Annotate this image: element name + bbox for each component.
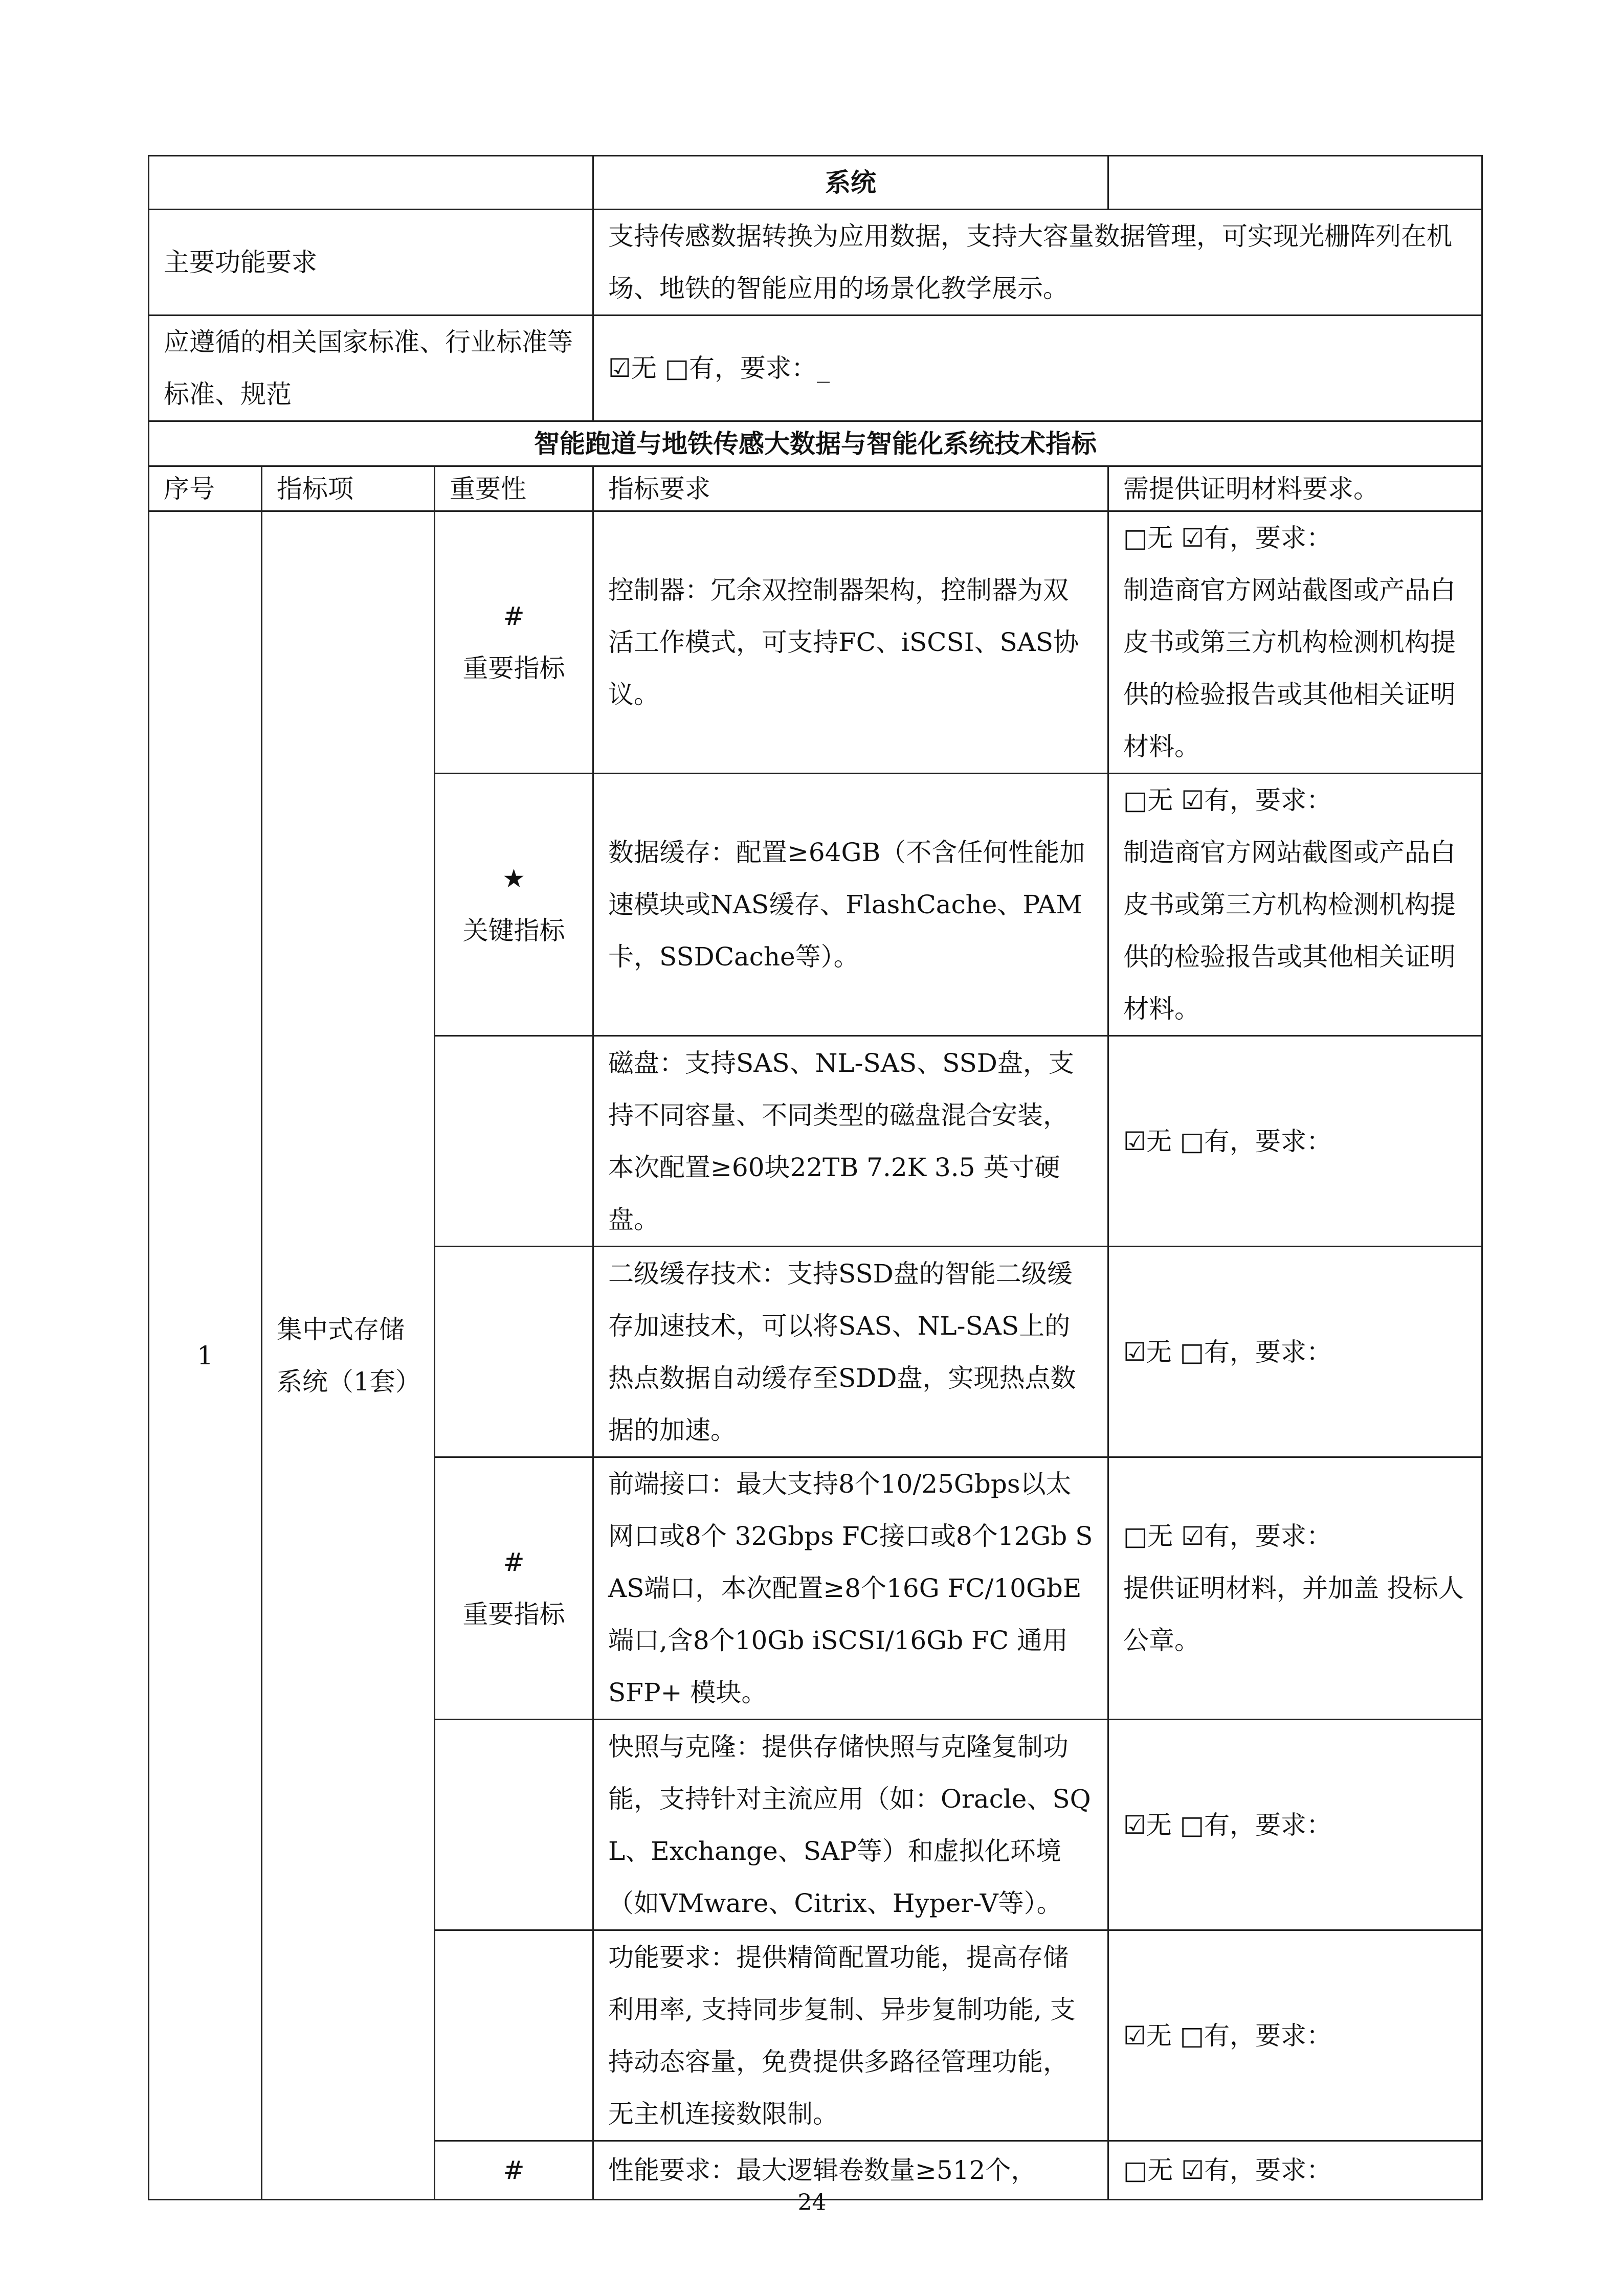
- header-importance: 重要性: [435, 466, 593, 511]
- evidence-choice: □无 ☑有，要求：: [1123, 523, 1332, 553]
- item-number: 1: [149, 511, 262, 2200]
- evidence-cell: [1108, 1720, 1482, 1930]
- evidence-detail: 制造商官方网站截图或产品白皮书或第三方机构检测机构提供的检验报告或其他相关证明材料。: [1123, 838, 1456, 1024]
- main-function-text: 支持传感数据转换为应用数据，支持大容量数据管理，可实现光栅阵列在机场、地铁的智能应用的场景化教学展示。: [593, 210, 1482, 316]
- standards-row: [149, 316, 1482, 421]
- system-header-row: [149, 156, 1482, 210]
- importance-mark: ★: [502, 864, 525, 893]
- evidence-cell: [1108, 1247, 1482, 1457]
- importance-text: 重要指标: [462, 1600, 565, 1629]
- evidence-detail: 提供证明材料，并加盖 投标人公章。: [1123, 1573, 1464, 1655]
- importance-mark: #: [503, 1547, 525, 1577]
- importance-mark: #: [503, 2155, 525, 2185]
- requirement-text: 控制器：冗余双控制器架构，控制器为双活工作模式，可支持FC、iSCSI、SAS协议。: [593, 511, 1108, 774]
- requirement-text: 磁盘：支持SAS、NL-SAS、SSD盘，支持不同容量、不同类型的磁盘混合安装，本次配置≥60块22TB 7.2K 3.5 英寸硬盘。: [593, 1036, 1108, 1247]
- evidence-choice: ☑无 □有，要求：: [1123, 1126, 1332, 1156]
- standards-text: ☑无 □有，要求：_: [593, 316, 1482, 421]
- evidence-cell: [1108, 511, 1482, 774]
- system-label: 系统: [593, 156, 1108, 210]
- importance-mark: #: [503, 601, 525, 631]
- evidence-cell: [1108, 774, 1482, 1036]
- importance-cell: [435, 511, 593, 774]
- requirement-text: 快照与克隆：提供存储快照与克隆复制功能，支持针对主流应用（如：Oracle、SQL、Exchange、SAP等）和虚拟化环境（如VMware、Citrix、Hyper-V等）。: [593, 1720, 1108, 1930]
- importance-cell: [435, 1720, 593, 1930]
- section-title: 智能跑道与地铁传感大数据与智能化系统技术指标: [149, 421, 1482, 466]
- page-number: 24: [797, 2190, 827, 2216]
- header-evidence: 需提供证明材料要求。: [1108, 466, 1482, 511]
- evidence-cell: [1108, 1036, 1482, 1247]
- requirement-text: 二级缓存技术：支持SSD盘的智能二级缓存加速技术，可以将SAS、NL-SAS上的热点数据自动缓存至SDD盘，实现热点数据的加速。: [593, 1247, 1108, 1457]
- evidence-cell: [1108, 1930, 1482, 2141]
- evidence-choice: □无 ☑有，要求：: [1123, 785, 1332, 815]
- evidence-choice: □无 ☑有，要求：: [1123, 1521, 1332, 1551]
- evidence-choice: □无 ☑有，要求：: [1123, 2155, 1332, 2185]
- item-name: 集中式存储系统（1套）: [262, 511, 435, 2200]
- importance-cell: [435, 774, 593, 1036]
- requirement-text: 数据缓存：配置≥64GB（不含任何性能加速模块或NAS缓存、FlashCache、PAM卡，SSDCache等）。: [593, 774, 1108, 1036]
- main-function-row: [149, 210, 1482, 316]
- evidence-choice: ☑无 □有，要求：: [1123, 2020, 1332, 2051]
- section-title-row: [149, 421, 1482, 466]
- evidence-detail: 制造商官方网站截图或产品白皮书或第三方机构检测机构提供的检验报告或其他相关证明材料。: [1123, 575, 1456, 761]
- evidence-choice: ☑无 □有，要求：: [1123, 1810, 1332, 1840]
- importance-cell: [435, 1930, 593, 2141]
- evidence-choice: ☑无 □有，要求：: [1123, 1337, 1332, 1367]
- evidence-cell: [1108, 1457, 1482, 1720]
- header-requirement: 指标要求: [593, 466, 1108, 511]
- importance-cell: [435, 1247, 593, 1457]
- table-row: [149, 511, 1482, 774]
- column-header-row: [149, 466, 1482, 511]
- importance-text: 重要指标: [462, 654, 565, 683]
- requirement-text: 功能要求：提供精简配置功能，提高存储利用率, 支持同步复制、异步复制功能, 支持动态容量，免费提供多路径管理功能，无主机连接数限制。: [593, 1930, 1108, 2141]
- requirement-text: 性能要求：最大逻辑卷数量≥512个，: [593, 2141, 1108, 2200]
- importance-cell: [435, 1036, 593, 1247]
- importance-text: 关键指标: [462, 916, 565, 946]
- standards-label: 应遵循的相关国家标准、行业标准等标准、规范: [149, 316, 593, 421]
- header-no: 序号: [149, 466, 262, 511]
- main-function-label: 主要功能要求: [149, 210, 593, 316]
- requirement-text: 前端接口：最大支持8个10/25Gbps以太网口或8个 32Gbps FC接口或8个12Gb SAS端口，本次配置≥8个16G FC/10GbE端口,含8个10Gb iSCSI/16Gb FC 通用 SFP+ 模块。: [593, 1457, 1108, 1720]
- spec-table: [148, 155, 1483, 2200]
- importance-cell: [435, 1457, 593, 1720]
- header-item: 指标项: [262, 466, 435, 511]
